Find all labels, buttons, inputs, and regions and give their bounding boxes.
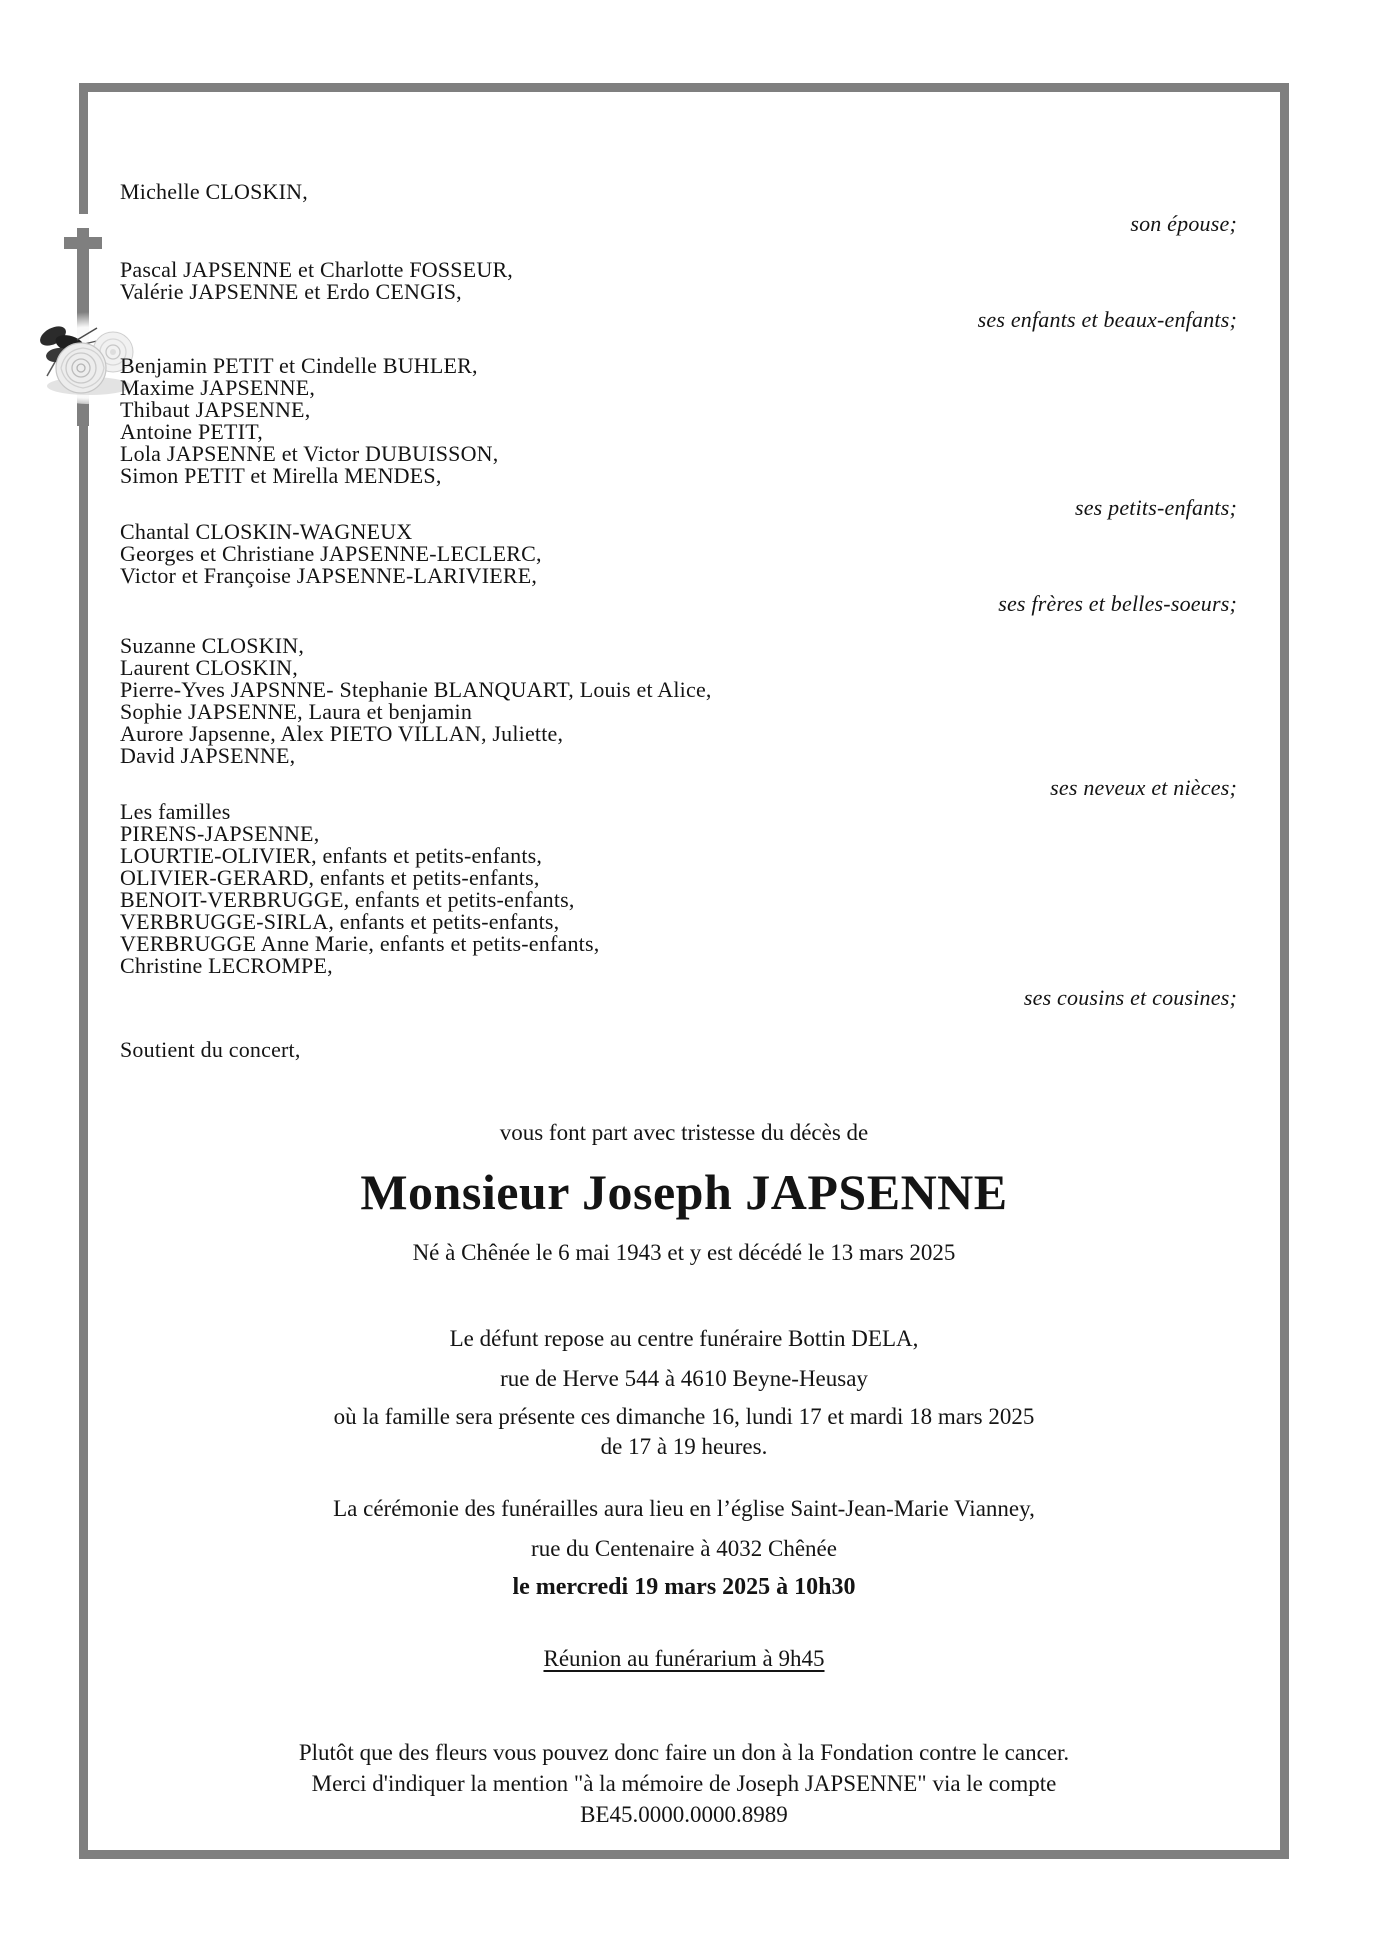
family-name-line: Simon PETIT et Mirella MENDES, — [120, 463, 442, 488]
relationship-label: son épouse; — [1130, 211, 1237, 236]
family-name-line: Sophie JAPSENNE, Laura et benjamin — [120, 699, 473, 724]
death-announcement — [88, 1118, 1280, 1268]
family-group — [120, 635, 1237, 801]
family-name-line: Maxime JAPSENNE, — [120, 375, 316, 400]
donation-account-number: BE45.0000.0000.8989 — [580, 1802, 788, 1827]
repose-line: Le défunt repose au centre funéraire Bottin DELA, — [449, 1326, 919, 1351]
ceremony-line: La cérémonie des funérailles aura lieu en l’église Saint-Jean-Marie Vianney, — [333, 1496, 1035, 1521]
family-name-line: Pierre-Yves JAPSNNE- Stephanie BLANQUART, Louis et Alice, — [120, 677, 712, 702]
family-name-line: VERBRUGGE-SIRLA, enfants et petits-enfants, — [120, 909, 560, 934]
relationship-label: ses petits-enfants; — [1074, 495, 1237, 520]
family-group — [120, 1039, 1237, 1061]
family-name-line: Michelle CLOSKIN, — [120, 179, 308, 204]
family-group — [120, 521, 1237, 635]
donation-section — [88, 1738, 1280, 1831]
relationship-label: ses cousins et cousines; — [1023, 985, 1237, 1010]
family-name-line: Antoine PETIT, — [120, 419, 263, 444]
family-name-line: Les familles — [120, 799, 231, 824]
family-name-line: Suzanne CLOSKIN, — [120, 633, 305, 658]
family-name-line: David JAPSENNE, — [120, 743, 296, 768]
family-name-line: Soutient du concert, — [120, 1037, 301, 1062]
family-group — [120, 801, 1237, 1039]
family-group — [120, 181, 1237, 259]
family-name-line: Benjamin PETIT et Cindelle BUHLER, — [120, 353, 478, 378]
family-name-line: LOURTIE-OLIVIER, enfants et petits-enfants, — [120, 843, 543, 868]
family-name-line: Valérie JAPSENNE et Erdo CENGIS, — [120, 279, 462, 304]
repose-visiting-days: où la famille sera présente ces dimanche 16, lundi 17 et mardi 18 mars 2025 — [333, 1404, 1035, 1429]
family-name-line: Laurent CLOSKIN, — [120, 655, 298, 680]
announcement-intro: vous font part avec tristesse du décès de — [499, 1120, 869, 1145]
family-name-line: Pascal JAPSENNE et Charlotte FOSSEUR, — [120, 257, 514, 282]
family-name-line: VERBRUGGE Anne Marie, enfants et petits-enfants, — [120, 931, 600, 956]
family-group — [120, 259, 1237, 355]
family-name-line: Aurore Japsenne, Alex PIETO VILLAN, Juliette, — [120, 721, 564, 746]
repose-visiting-hours: de 17 à 19 heures. — [600, 1434, 768, 1459]
ceremony-address: rue du Centenaire à 4032 Chênée — [531, 1536, 837, 1561]
meeting-line: Réunion au funérarium à 9h45 — [543, 1646, 825, 1671]
family-name-line: Thibaut JAPSENNE, — [120, 397, 311, 422]
birth-death-line: Né à Chênée le 6 mai 1943 et y est décédé le 13 mars 2025 — [412, 1240, 956, 1265]
family-name-line: BENOIT-VERBRUGGE, enfants et petits-enfants, — [120, 887, 575, 912]
family-name-line: Chantal CLOSKIN-WAGNEUX — [120, 519, 413, 544]
ceremony-section — [88, 1494, 1280, 1674]
deceased-name: Monsieur Joseph JAPSENNE — [360, 1164, 1008, 1220]
family-groups — [120, 181, 1237, 1061]
frame-content — [88, 92, 1280, 1850]
family-name-line: Victor et Françoise JAPSENNE-LARIVIERE, — [120, 563, 538, 588]
relationship-label: ses enfants et beaux-enfants; — [977, 307, 1237, 332]
family-name-line: Christine LECROMPE, — [120, 953, 333, 978]
donation-line: Plutôt que des fleurs vous pouvez donc faire un don à la Fondation contre le cancer. — [298, 1740, 1070, 1765]
family-group — [120, 355, 1237, 521]
repose-section — [88, 1324, 1280, 1462]
family-name-line: Georges et Christiane JAPSENNE-LECLERC, — [120, 541, 542, 566]
relationship-label: ses neveux et nièces; — [1050, 775, 1237, 800]
family-name-line: OLIVIER-GERARD, enfants et petits-enfants, — [120, 865, 540, 890]
donation-mention-line: Merci d'indiquer la mention "à la mémoire de Joseph JAPSENNE" via le compte — [311, 1771, 1057, 1796]
repose-address: rue de Herve 544 à 4610 Beyne-Heusay — [500, 1366, 868, 1391]
ceremony-datetime: le mercredi 19 mars 2025 à 10h30 — [512, 1574, 856, 1600]
family-name-line: Lola JAPSENNE et Victor DUBUISSON, — [120, 441, 499, 466]
relationship-label: ses frères et belles-soeurs; — [998, 591, 1237, 616]
family-name-line: PIRENS-JAPSENNE, — [120, 821, 320, 846]
